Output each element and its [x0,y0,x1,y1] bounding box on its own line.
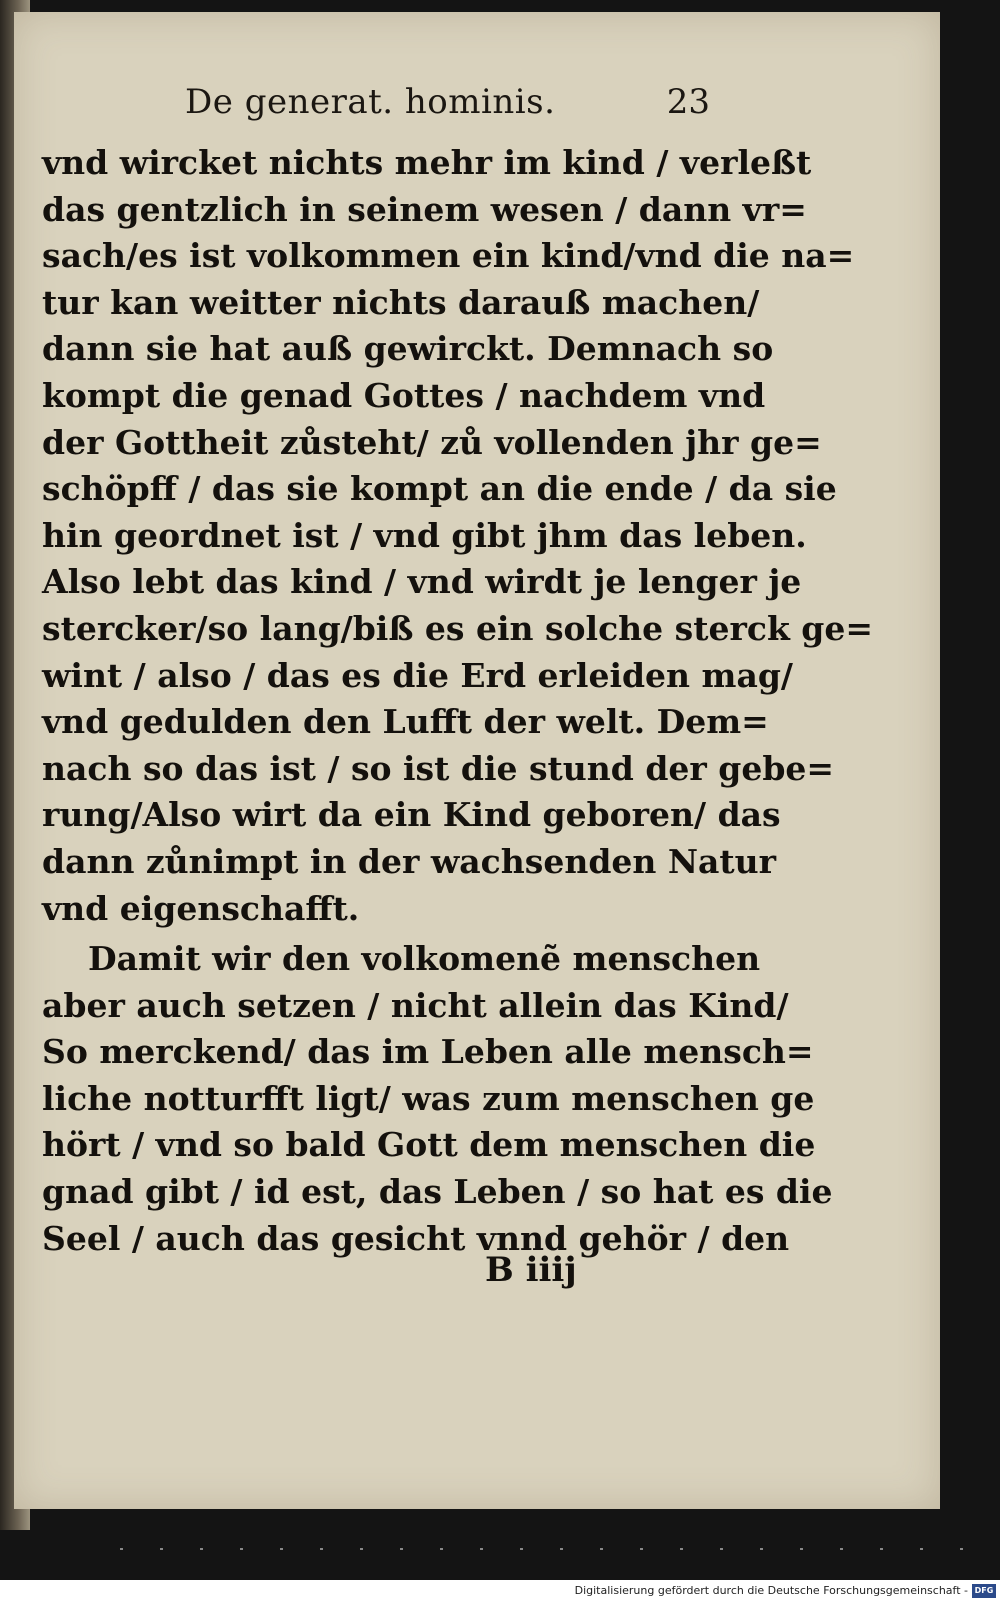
text-line: rung/Also wirt da ein Kind geboren/ das [42,795,781,835]
header-title: De generat. hominis. [185,82,556,122]
text-line: der Gottheit zůsteht/ zů vollenden jhr ge= [42,422,822,462]
text-line: dann zůnimpt in der wachsenden Natur [42,841,777,881]
body-text [42,140,874,1262]
text-line: vnd gedulden den Lufft der welt. Dem= [42,702,769,742]
scan-ruler [120,1548,990,1550]
text-line: kompt die genad Gottes / nachdem vnd [42,375,766,415]
text-line: So merckend/ das im Leben alle mensch= [42,1032,814,1072]
text-line: sach/es ist volkommen ein kind/vnd die na= [42,236,855,276]
text-line: Also lebt das kind / vnd wirdt je lenger je [42,562,802,602]
paragraph-2 [42,936,833,1262]
text-line: hin geordnet ist / vnd gibt jhm das leben. [42,515,807,555]
text-line: vnd wircket nichts mehr im kind / verleßt [42,143,812,182]
text-line: stercker/so lang/biß es ein solche sterck ge= [42,608,874,648]
text-line: nach so das ist / so ist die stund der gebe= [42,748,835,788]
signature-mark: B iiij [485,1250,577,1290]
page-number: 23 [666,82,710,122]
text-line: aber auch setzen / nicht allein das Kind/ [42,985,789,1025]
text-line: schöpff / das sie kompt an die ende / da sie [42,469,837,509]
digitization-credit: Digitalisierung gefördert durch die Deutsche Forschungsgemeinschaft - [574,1584,968,1597]
text-line: Seel / auch das gesicht vnnd gehör / den [42,1218,790,1258]
text-line: liche notturfft ligt/ was zum menschen ge [42,1078,815,1118]
text-line: Damit wir den volkomenẽ menschen [88,939,761,979]
text-line: tur kan weitter nichts darauß machen/ [42,282,760,322]
running-header [185,78,725,128]
text-line: wint / also / das es die Erd erleiden mag/ [42,655,793,695]
dfg-logo: DFG [972,1584,996,1598]
text-line: gnad gibt / id est, das Leben / so hat es die [42,1172,833,1212]
text-line: vnd eigenschafft. [42,888,360,928]
text-line: dann sie hat auß gewirckt. Demnach so [42,329,774,369]
text-line: hört / vnd so bald Gott dem menschen die [42,1125,816,1165]
text-line: das gentzlich in seinem wesen / dann vr= [42,189,807,229]
